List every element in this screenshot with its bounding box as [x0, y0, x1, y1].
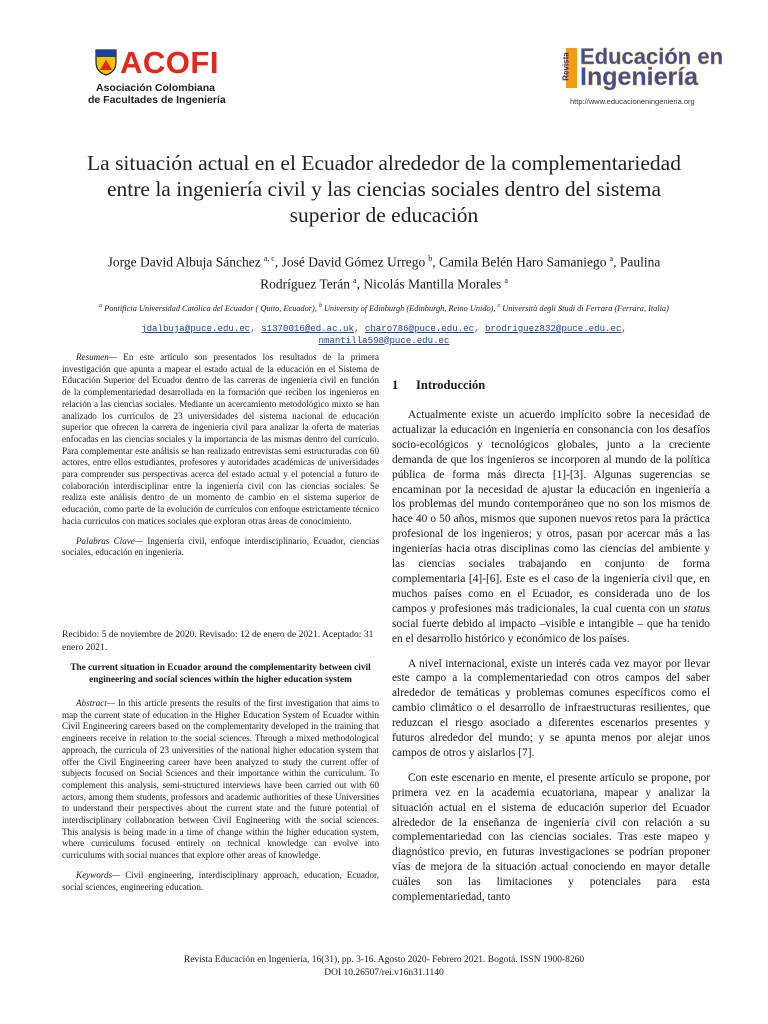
abstract-es-text: En este artículo son presentados los resultados de la primera investigación que apunta a mapear el estado actual de la educación en el Sistema de Educación Superior del Ecuador dentro de las carreras de ingeniería civil en función de la complementariedad desarrollada en la formación que reciben los ingenieros en relación a las ciencias sociales. Mediante un acercamiento metodológico mixto se han analizado los currículos de 23 universidades del sistema nacional de educación superior que ofrecen la carrera de ingeniería civil para analizar la oferta de materias enfocadas en las ciencias sociales y la importancia de las mismas dentro del currículo. Para complementar este análisis se han realizado entrevistas semi estructuradas con 60 actores, entre ellos estudiantes, profesores y autoridades académicas de universidades para comprender sus perspectivas acerca del estado actual y el potencial a futuro de colaboración interdisciplinar entre la ingeniería civil con las ciencias sociales. Se realiza este análisis dentro de un momento de cambio en el sistema superior de educación, como parte de la evolución de currículos con enfoque estrictamente técnico hacia currículos con matices sociales que exploran otras áreas de conocimiento.: [62, 352, 379, 526]
email-link[interactable]: brodriguez832@puce.edu.ec: [484, 323, 622, 334]
author-name: José David Gómez Urrego: [281, 254, 426, 270]
email-list[interactable]: jdalbuja@puce.edu.ec, s1370016@ed.ac.uk, charo786@puce.edu.ec, brodriguez832@puce.edu.ec, nmantilla598@puce.edu.ec: [141, 323, 627, 346]
journal-logo: [561, 44, 724, 110]
affiliations: [80, 301, 688, 314]
acofi-wordmark: ACOFI: [120, 45, 219, 80]
journal-logo-side: Revista: [566, 48, 577, 88]
affiliation-mark: c: [497, 303, 501, 309]
paper-title: La situación actual en el Ecuador alrededor de la complementariedad entre la ingeniería civil y las ciencias sociales dentro del sistema superior de educación: [87, 151, 681, 227]
acofi-logo: [88, 44, 272, 114]
author-affiliation-mark: a: [504, 275, 508, 285]
status-emphasis: status: [683, 602, 710, 615]
footer-citation: Revista Educación en Ingeniería, 16(31), pp. 3-16. Agosto 2020- Febrero 2021. Bogotá. ISSN 1900-8260: [183, 955, 585, 965]
affiliation-text: University of Edinburgh (Edinburgh, Reino Unido),: [323, 303, 496, 313]
affiliation-text: Pontificia Universidad Católica del Ecuador ( Quito, Ecuador),: [104, 303, 317, 313]
keywords-en-label: Keywords—: [76, 869, 121, 880]
author-name: Camila Belén Haro Samaniego: [438, 254, 607, 270]
keywords-en: Civil engineering, interdisciplinary approach, education, Ecuador, social sciences, engineering education.: [62, 869, 379, 892]
email-link[interactable]: jdalbuja@puce.edu.ec: [141, 323, 251, 334]
abstract-en-text: In this article presents the results of the first investigation that aims to map the current state of education in the Higher Education System of Ecuador within Civil Engineering careers based on the complementarity developed in the training that engineers receive in relation to the social sciences. Through a mixed methodological approach, the curricula of 23 universities of the national higher education system that offer the Civil Engineering career have been analyzed to study the current offer of subjects focused on Social Sciences and their importance within the curriculum. To complement this analysis, semi-structured interviews have been carried out with 60 actors, among them students, professors and academic authorities of these Universities to understand their perspectives about the current state and the future potential of interdisciplinary collaboration between Civil Engineering with the social sciences. This analysis is being made in a time of change within the higher education system, where curriculums focused entirely on technical knowledge can evolve into curriculums with social nuances that explore other areas of knowledge.: [62, 698, 380, 861]
email-link[interactable]: charo786@puce.edu.ec: [364, 323, 475, 334]
author-name: Nicolás Mantilla Morales: [363, 276, 502, 291]
intro-paragraph-2: A nivel internacional, existe un interés cada vez mayor por llevar este campo a la complementariedad con otros campos del saber alrededor de temáticas y problemas comunes específicos como el cambio climático o el desarrollo de infraestructuras resilientes, que reduzcan el riesgo asociado a diferentes escenarios presentes y futuros alrededor del mundo; y se apunta menos por alejar unos campos de otros y aislarlos [7].: [392, 657, 710, 759]
acofi-shield-icon: [94, 48, 118, 76]
author-affiliation-mark: a: [609, 254, 614, 263]
received-dates: Recibido: 5 de noviembre de 2020. Revisado: 12 de enero de 2021. Aceptado: 31 enero 2021.: [62, 629, 374, 653]
acofi-line1: Asociación Colombiana: [96, 82, 216, 94]
keywords-es-label: Palabras Clave—: [76, 535, 143, 546]
abstract-en: [62, 698, 379, 893]
intro-paragraph-3: Con este escenario en mente, el presente artículo se propone, por primera vez en la academia ecuatoriana, mapear y analizar la situación actual en el sistema de educación superior del Ecuador alrededor de la enseñanza de ingeniería civil con relación a su complementariedad con las ciencias sociales. Tras este mapeo y diagnóstico previo, en futuras investigaciones se podrían proponer vías de mejora de la situación actual conociendo en mayor detalle cuáles son las limitaciones y potenciales para esta complementariedad, tanto: [392, 771, 710, 904]
affiliation-mark: a: [99, 303, 103, 309]
journal-url: http://www.educacioneningenieria.org: [570, 97, 695, 106]
author-name: Jorge David Albuja Sánchez: [107, 254, 261, 270]
author-affiliation-mark: b: [428, 254, 433, 263]
english-title: The current situation in Ecuador around the complementarity between civil engineering and social sciences within the higher education system: [70, 663, 371, 685]
email-link[interactable]: nmantilla598@puce.edu.ec: [318, 334, 450, 346]
abstract-en-label: Abstract—: [76, 698, 115, 708]
page-footer: [150, 954, 618, 980]
email-link[interactable]: s1370016@ed.ac.uk: [261, 323, 354, 334]
journal-logo-line2: Ingeniería: [580, 63, 699, 91]
section-heading: [392, 378, 485, 393]
author-affiliation-mark: a, c: [263, 254, 275, 263]
affiliation-text: Università degli Studi di Ferrara (Ferrara, Italia): [502, 303, 669, 313]
section-number: 1: [392, 378, 399, 392]
footer-doi: DOI 10.26507/rei.v16n31.1140: [324, 968, 444, 978]
affiliation-mark: b: [318, 303, 322, 309]
section-title: Introducción: [416, 378, 486, 392]
abstract-es: [62, 352, 379, 559]
introduction-body: [392, 408, 710, 915]
author-affiliation-mark: a: [353, 275, 357, 285]
author-name: Paulina Rodríguez Terán: [260, 254, 661, 291]
journal-logo-line1: Educación en: [580, 44, 724, 69]
keywords-es: Ingeniería civil, enfoque interdisciplinario, Ecuador, ciencias sociales, educación en ingeniería.: [62, 535, 380, 558]
abstract-es-label: Resumen—: [76, 352, 117, 362]
acofi-line2: de Facultades de Ingeniería: [88, 94, 226, 106]
intro-paragraph-1: Actualmente existe un acuerdo implícito sobre la necesidad de actualizar la educación en ingeniería en consonancia con los desafíos socio-ecológicos y tecnológicos globales, junto a la creciente demanda de que los ingenieros se incorporen al mundo de la política pública de forma más directa [1]-[3]. Algunas sugerencias se encaminan por la necesidad de ajustar la educación en ingeniería a los problemas del mundo contemporáneo que no son los mismos de hace 40 o 50 años, mismos que suponen nuevos retos para la práctica profesional de los ingenieros; y otros, pasan por acercar más a las ingenierías hacia otras disciplinas como las ciencias del ambiente y las ciencias sociales trabajando en conjunto de forma complementaria [4]-[6]. Este es el caso de la ingeniería civil que, en muchos países como en el Ecuador, es considerada uno de los campos y profesiones más tradicionales, la cual cuenta con un status social fuerte debido al impacto –visible e intangible – que ha tenido en el desarrollo histórico y económico de los países.: [392, 409, 710, 645]
author-list: Jorge David Albuja Sánchez $^{a, c}$, José David Gómez Urrego $^b$, Camila Belén Haro Samaniego $^a$, Paulina Rodríguez Terán $^a$, Nicolás Mantilla Morales $^a$: [107, 254, 661, 291]
